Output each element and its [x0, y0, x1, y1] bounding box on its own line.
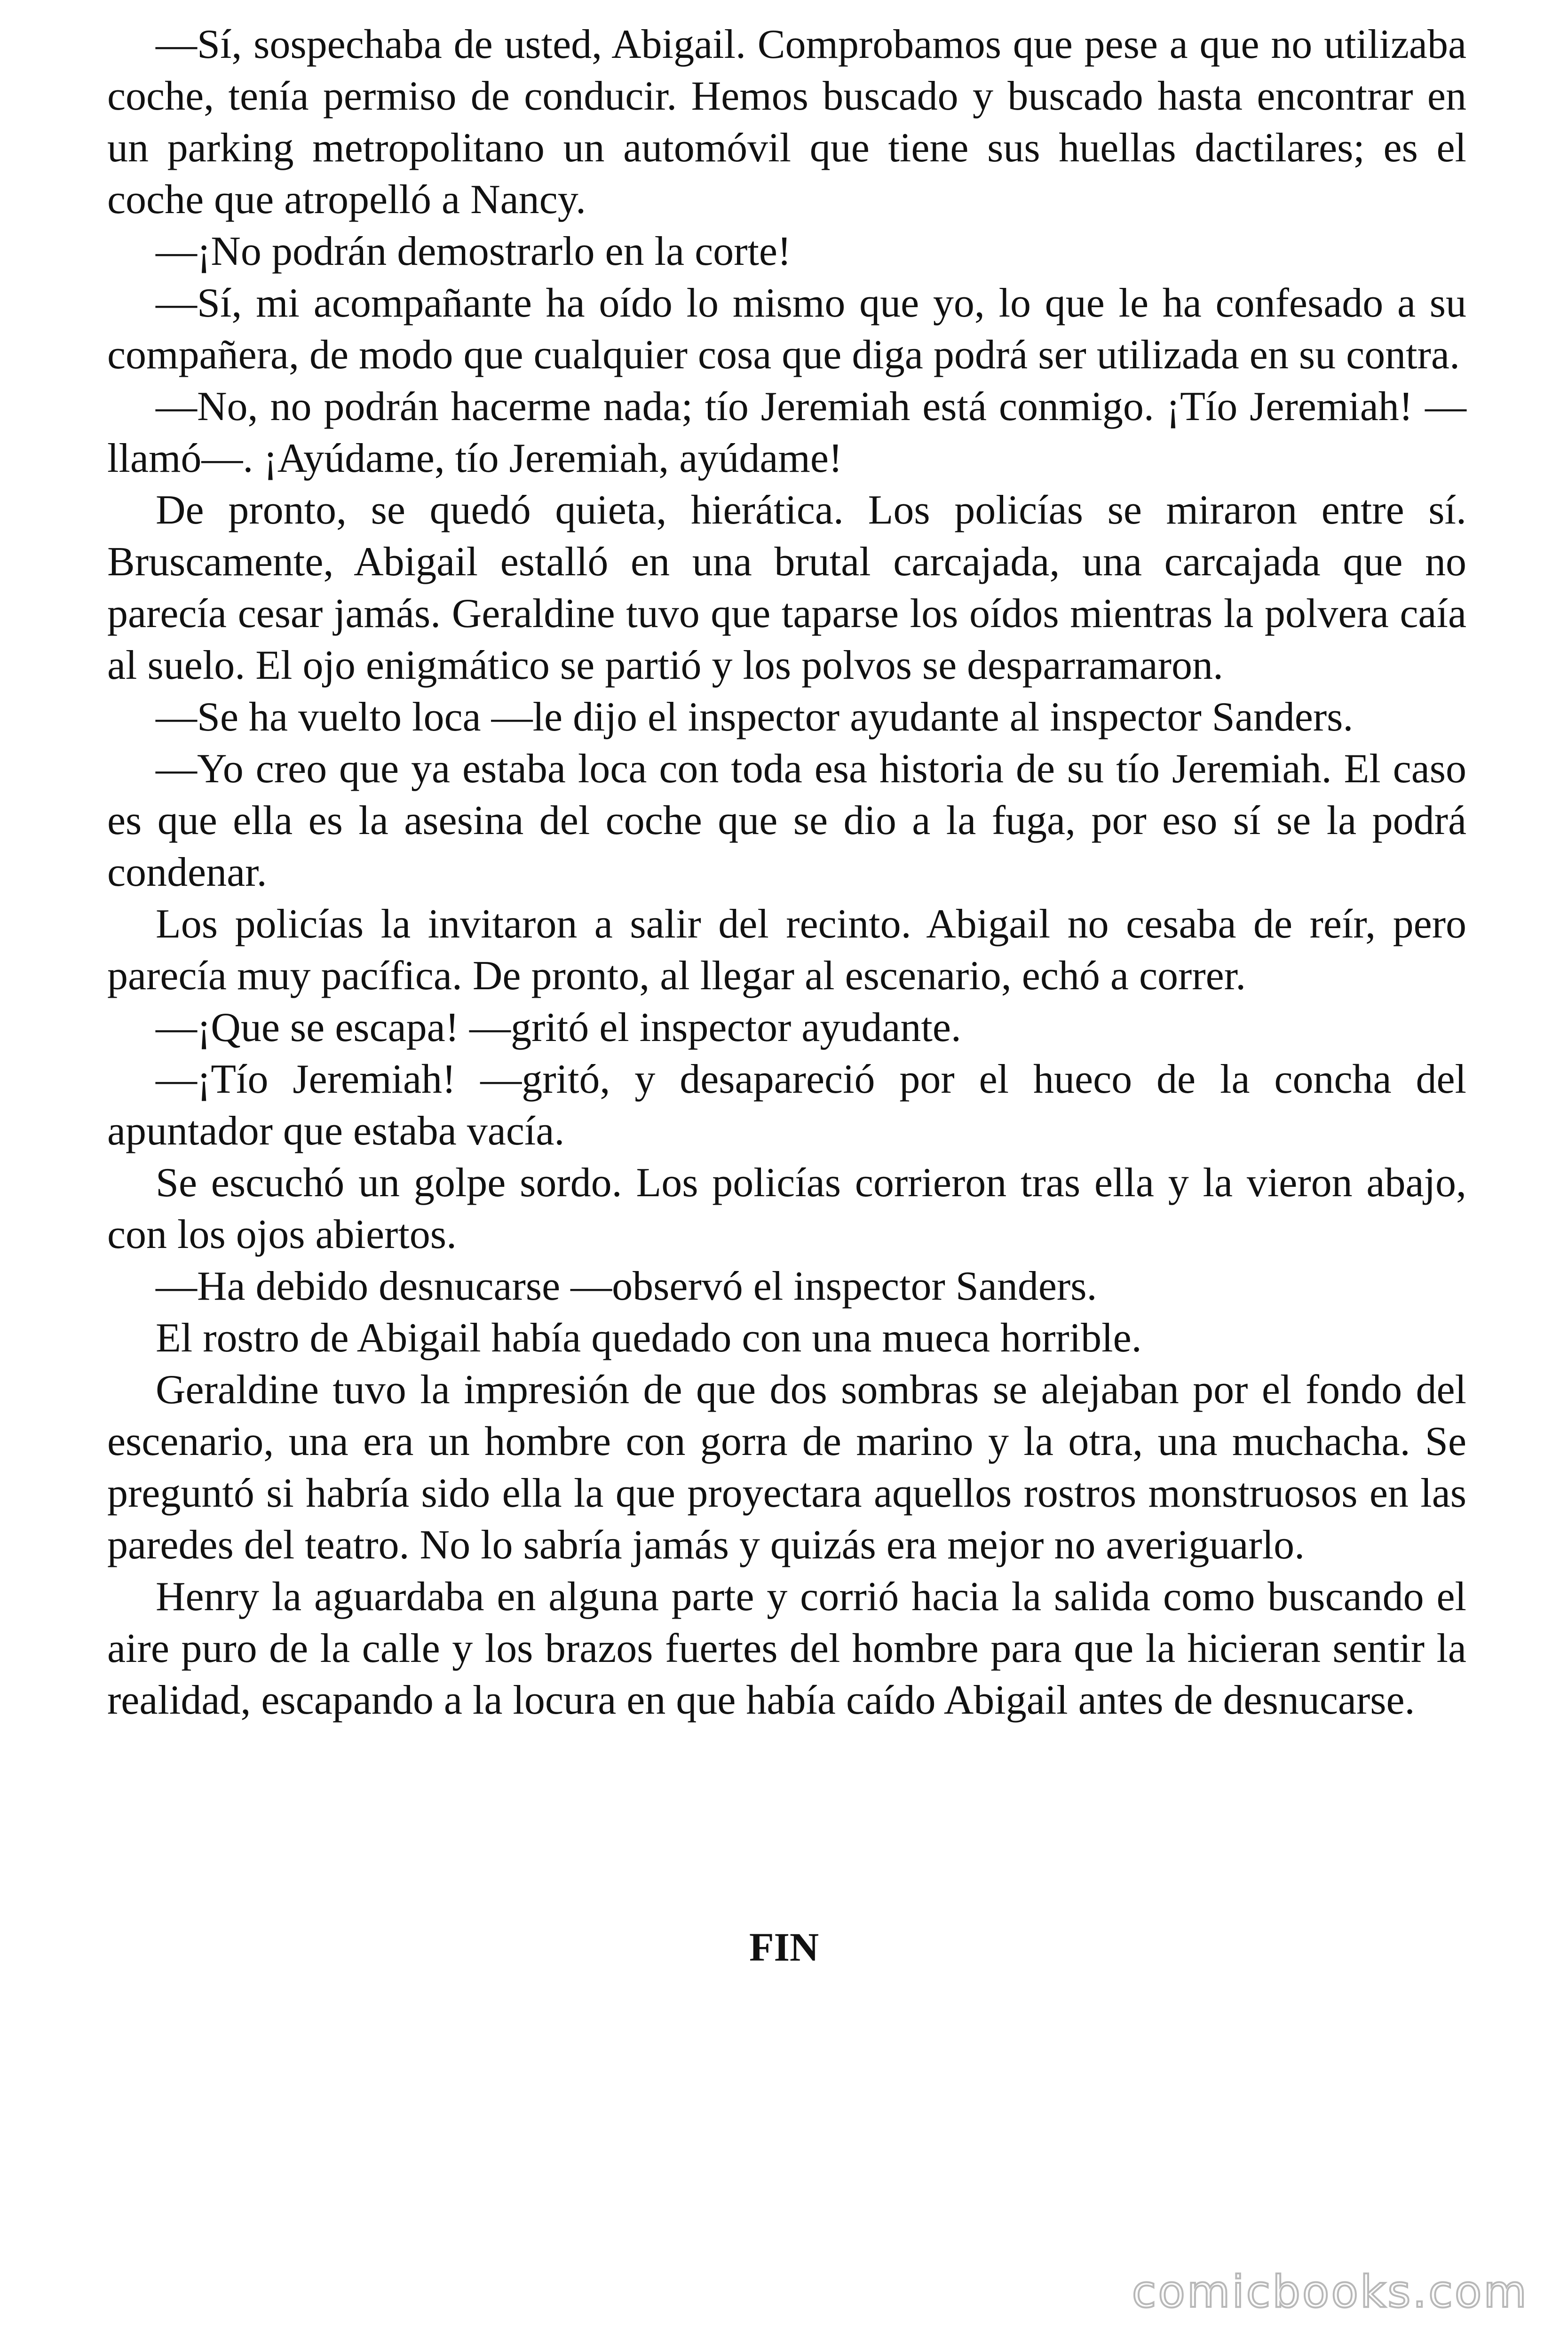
paragraph: El rostro de Abigail había quedado con una mueca horrible. — [156, 1315, 1142, 1361]
paragraph: —Ha debido desnucarse —observó el inspector Sanders. — [156, 1263, 1097, 1309]
paragraph: —Sí, sospechaba de usted, Abigail. Comprobamos que pese a que no utilizaba coche, tenía permiso de conducir. Hemos buscado y buscado hasta encontrar en un parking metropolitano un automóvil que tiene sus huellas dactilares; es el coche que atropelló a Nancy. — [107, 22, 1466, 222]
paragraph: De pronto, se quedó quieta, hierática. Los policías se miraron entre sí. Bruscamente, Abigail estalló en una brutal carcajada, una carcajada que no parecía cesar jamás. Geraldine tuvo que taparse los oídos mientras la polvera caía al suelo. El ojo enigmático se partió y los polvos se desparramaron. — [107, 487, 1466, 688]
paragraph: —¡Que se escapa! —gritó el inspector ayudante. — [156, 1005, 961, 1050]
paragraph: —¡No podrán demostrarlo en la corte! — [156, 229, 792, 274]
paragraph: —No, no podrán hacerme nada; tío Jeremiah está conmigo. ¡Tío Jeremiah! —llamó—. ¡Ayúdame, tío Jeremiah, ayúdame! — [107, 384, 1466, 481]
paragraph: Henry la aguardaba en alguna parte y corrió hacia la salida como buscando el aire puro de la calle y los brazos fuertes del hombre para que la hicieran sentir la realidad, escapando a la locura en que había caído Abigail antes de desnucarse. — [107, 1574, 1466, 1723]
watermark: comicbooks.com — [1132, 2266, 1528, 2318]
paragraph: —Sí, mi acompañante ha oído lo mismo que yo, lo que le ha confesado a su compañera, de modo que cualquier cosa que diga podrá ser utilizada en su contra. — [107, 280, 1466, 378]
paragraph: Geraldine tuvo la impresión de que dos sombras se alejaban por el fondo del escenario, una era un hombre con gorra de marino y la otra, una muchacha. Se preguntó si habría sido ella la que proyectara aquellos rostros monstruosos en las paredes del teatro. No lo sabría jamás y quizás era mejor no averiguarlo. — [107, 1367, 1466, 1568]
paragraph: Los policías la invitaron a salir del recinto. Abigail no cesaba de reír, pero parecía muy pacífica. De pronto, al llegar al escenario, echó a correr. — [107, 901, 1466, 999]
page-body — [107, 19, 1466, 1726]
paragraph: —Se ha vuelto loca —le dijo el inspector ayudante al inspector Sanders. — [156, 694, 1354, 740]
paragraph: —Yo creo que ya estaba loca con toda esa historia de su tío Jeremiah. El caso es que ella es la asesina del coche que se dio a la fuga, por eso sí se la podrá condenar. — [107, 746, 1466, 895]
end-mark: FIN — [749, 1924, 819, 1970]
paragraph: Se escuchó un golpe sordo. Los policías corrieron tras ella y la vieron abajo, con los ojos abiertos. — [107, 1160, 1466, 1257]
paragraph: —¡Tío Jeremiah! —gritó, y desapareció por el hueco de la concha del apuntador que estaba vacía. — [107, 1057, 1466, 1154]
